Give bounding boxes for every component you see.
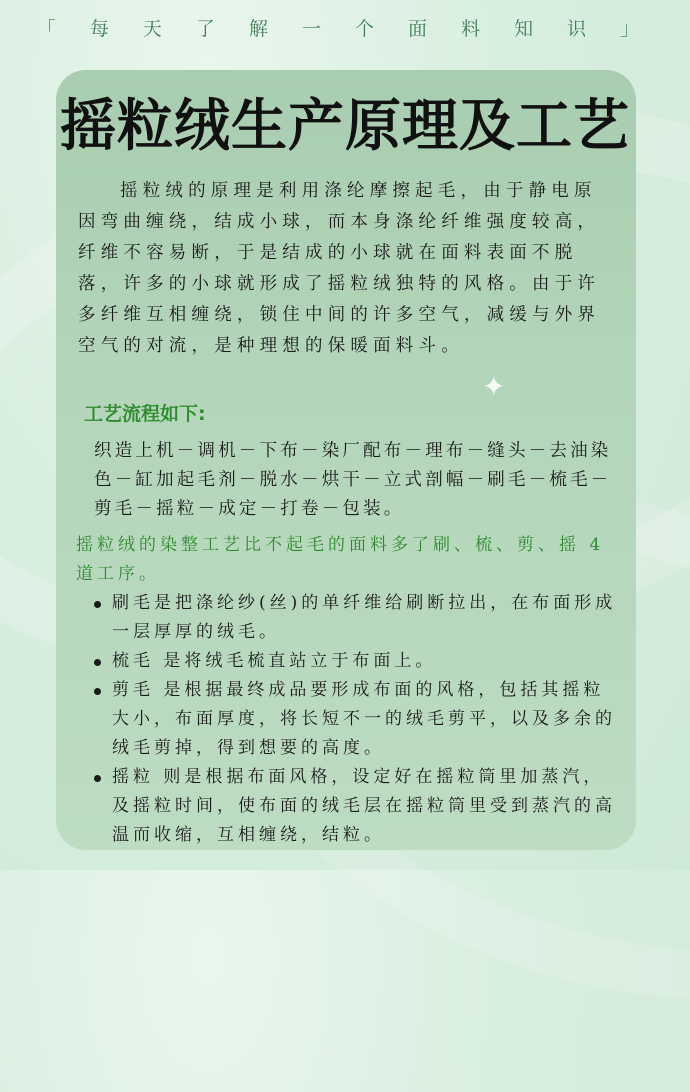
page-title: 摇粒绒生产原理及工艺	[60, 93, 630, 159]
list-item	[92, 676, 622, 763]
list-item	[92, 647, 622, 676]
dyeing-note: 摇粒绒的染整工艺比不起毛的面料多了刷、梳、剪、摇 4道工序。	[76, 535, 605, 584]
step-text: 梳毛 是将绒毛梳直站立于布面上。	[112, 651, 437, 671]
bullet-icon	[94, 659, 101, 666]
steps-list	[92, 589, 622, 850]
list-item	[92, 763, 622, 850]
bullet-icon	[94, 688, 101, 695]
process-flow: 织造上机－调机－下布－染厂配布－理布－缝头－去油染色－缸加起毛剂－脱水－烘干－立式剖幅－刷毛－梳毛－剪毛－摇粒－成定－打卷－包装。	[94, 441, 612, 519]
sparkle-icon: ✦	[482, 370, 506, 403]
bullet-icon	[94, 775, 101, 782]
intro-paragraph: 摇粒绒的原理是利用涤纶摩擦起毛，由于静电原因弯曲缠绕，结成小球，而本身涤纶纤维强度较高，纤维不容易断，于是结成的小球就在面料表面不脱落，许多的小球就形成了摇粒绒独特的风格。由于许多纤维互相缠绕，锁住中间的许多空气，减缓与外界空气的对流，是种理想的保暖面料斗。	[78, 181, 601, 356]
step-text: 刷毛是把涤纶纱(丝)的单纤维给刷断拉出，在布面形成一层厚厚的绒毛。	[112, 593, 617, 642]
bullet-icon	[94, 601, 101, 608]
list-item	[92, 589, 622, 647]
series-header: 「 每 天 了 解 一 个 面 料 知 识 」	[36, 18, 654, 40]
step-text: 剪毛 是根据最终成品要形成布面的风格，包括其摇粒大小，布面厚度，将长短不一的绒毛剪平，以及多余的绒毛剪掉，得到想要的高度。	[112, 680, 616, 758]
process-heading: 工艺流程如下:	[84, 403, 206, 425]
step-text: 摇粒 则是根据布面风格，设定好在摇粒筒里加蒸汽，及摇粒时间，使布面的绒毛层在摇粒筒里受到蒸汽的高温而收缩，互相缠绕，结粒。	[112, 767, 616, 845]
